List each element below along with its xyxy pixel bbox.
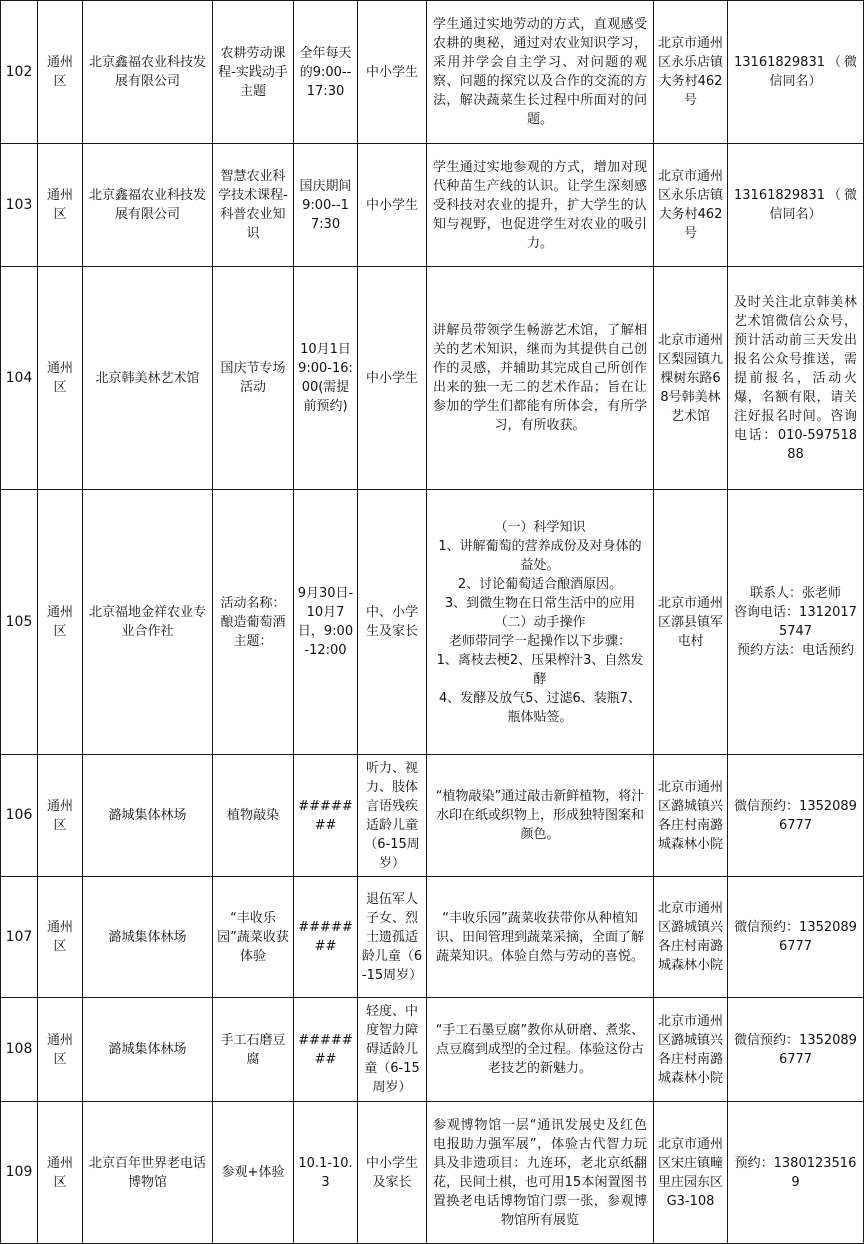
description-cell: 参观博物馆一层“通讯发展史及红色电报助力强军展”，体验古代智力玩具及非遗项目：九连环，老北京纸翻花，民间土棋，也可用15本闲置图书置换老电话博物馆门票一张，参观博物馆所有展览 <box>427 1102 654 1244</box>
district-cell: 通州区 <box>38 998 83 1102</box>
row-number: 104 <box>1 267 38 490</box>
time-cell: ####### <box>294 755 358 877</box>
contact-line: 咨询电话：13120175747 <box>734 605 857 639</box>
description-cell: 学生通过实地劳动的方式，直观感受农耕的奥秘，通过对农业知识学习，采用并学会自主学习、对问题的观察、问题的探究以及合作的交流的方法，解决蔬菜生长过程中所面对的问题。 <box>427 1 654 144</box>
description-line: （二）动手操作 <box>494 614 586 630</box>
activity-name-cell: 手工石磨豆腐 <box>213 998 294 1102</box>
row-number: 109 <box>1 1102 38 1244</box>
time-cell: 全年每天的9:00--17:30 <box>294 1 358 144</box>
table-row <box>1 490 864 755</box>
organization-cell: 北京鑫福农业科技发展有限公司 <box>83 144 213 267</box>
activity-name-cell: 国庆节专场活动 <box>213 267 294 490</box>
row-number: 107 <box>1 877 38 998</box>
description-line: 4、发酵及放气5、过滤6、装瓶7、瓶体贴签。 <box>438 690 642 725</box>
activity-name-cell: 农耕劳动课程-实践动手主题 <box>213 1 294 144</box>
contact-line: 预约方法：电话预约 <box>736 643 854 658</box>
address-cell: 北京市通州区漷县镇军屯村 <box>654 490 728 755</box>
audience-cell: 听力、视力、肢体言语残疾适龄儿童（6-15周岁） <box>358 755 427 877</box>
activity-name-cell: “丰收乐园”蔬菜收获体验 <box>213 877 294 998</box>
audience-cell: 退伍军人子女、烈士遗孤适龄儿童（6-15周岁） <box>358 877 427 998</box>
district-cell: 通州区 <box>38 1 83 144</box>
organization-cell: 北京福地金祥农业专业合作社 <box>83 490 213 755</box>
address-cell: 北京市通州区永乐店镇大务村462号 <box>654 144 728 267</box>
table-row <box>1 267 864 490</box>
description-line: 1、讲解葡萄的营养成份及对身体的益处。 <box>438 538 642 573</box>
organization-cell: 潞城集体林场 <box>83 755 213 877</box>
activity-name-cell: 参观+体验 <box>213 1102 294 1244</box>
activity-name-cell: 智慧农业科学技术课程-科普农业知识 <box>213 144 294 267</box>
address-cell: 北京市通州区梨园镇九棵树东路68号韩美林艺术馆 <box>654 267 728 490</box>
contact-cell: 13161829831（微信同名） <box>728 144 864 267</box>
description-cell: “手工石墨豆腐”教你从研磨、煮浆、点豆腐到成型的全过程。体验这份古老技艺的新魅力。 <box>427 998 654 1102</box>
time-cell: ####### <box>294 998 358 1102</box>
contact-cell: 微信预约：13520896777 <box>728 998 864 1102</box>
district-cell: 通州区 <box>38 877 83 998</box>
description-line: 老师带同学一起操作以下步骤： <box>448 633 631 649</box>
time-cell: 国庆期间9:00--17:30 <box>294 144 358 267</box>
district-cell: 通州区 <box>38 755 83 877</box>
organization-cell: 北京百年世界老电话博物馆 <box>83 1102 213 1244</box>
table-row <box>1 144 864 267</box>
description-cell: 讲解员带领学生畅游艺术馆，了解相关的艺术知识，继而为其提供自己创作的灵感，并辅助其完成自己所创作出来的独一无二的艺术作品；旨在让参加的学生们都能有所体会，有所学习，有所收获。 <box>427 267 654 490</box>
description-line: 1、离枝去梗2、压果榨汁3、自然发酵 <box>436 652 644 687</box>
description-cell: “植物敲染”通过敲击新鲜植物，将汁水印在纸或织物上，形成独特图案和颜色。 <box>427 755 654 877</box>
time-cell: ####### <box>294 877 358 998</box>
contact-line: 联系人：张老师 <box>749 586 841 601</box>
district-cell: 通州区 <box>38 144 83 267</box>
row-number: 108 <box>1 998 38 1102</box>
contact-cell: 微信预约：13520896777 <box>728 755 864 877</box>
row-number: 105 <box>1 490 38 755</box>
district-cell: 通州区 <box>38 267 83 490</box>
audience-cell: 中小学生 <box>358 144 427 267</box>
organization-cell: 潞城集体林场 <box>83 877 213 998</box>
contact-cell: 微信预约：13520896777 <box>728 877 864 998</box>
activity-name-cell: 植物敲染 <box>213 755 294 877</box>
address-cell: 北京市通州区潞城镇兴各庄村南潞城森林小院 <box>654 877 728 998</box>
contact-cell: 13161829831（微信同名） <box>728 1 864 144</box>
row-number: 103 <box>1 144 38 267</box>
district-cell: 通州区 <box>38 1102 83 1244</box>
audience-cell: 轻度、中度智力障碍适龄儿童（6-15周岁） <box>358 998 427 1102</box>
organization-cell: 北京鑫福农业科技发展有限公司 <box>83 1 213 144</box>
time-cell: 10.1-10.3 <box>294 1102 358 1244</box>
row-number: 102 <box>1 1 38 144</box>
address-cell: 北京市通州区潞城镇兴各庄村南潞城森林小院 <box>654 755 728 877</box>
contact-cell: 预约：13801235169 <box>728 1102 864 1244</box>
time-cell: 10月1日9:00-16:00(需提前预约) <box>294 267 358 490</box>
organization-cell: 北京韩美林艺术馆 <box>83 267 213 490</box>
contact-cell: 及时关注北京韩美林艺术馆微信公众号，预计活动前三天发出报名公众号推送，需提前报名，活动火爆，名额有限，请关注好报名时间。咨询电话：010-59751888 <box>728 267 864 490</box>
time-cell: 9月30日-10月7日，9:00-12:00 <box>294 490 358 755</box>
row-number: 106 <box>1 755 38 877</box>
table-row <box>1 755 864 877</box>
audience-cell: 中小学生及家长 <box>358 1102 427 1244</box>
table-row <box>1 1102 864 1244</box>
organization-cell: 潞城集体林场 <box>83 998 213 1102</box>
description-cell: 学生通过实地参观的方式，增加对现代种苗生产线的认识。让学生深刻感受科技对农业的提升，扩大学生的认知与视野，也促进学生对农业的吸引力。 <box>427 144 654 267</box>
description-cell <box>427 490 654 755</box>
table-row <box>1 877 864 998</box>
table-row <box>1 998 864 1102</box>
address-cell: 北京市通州区永乐店镇大务村462号 <box>654 1 728 144</box>
address-cell: 北京市通州区潞城镇兴各庄村南潞城森林小院 <box>654 998 728 1102</box>
contact-cell <box>728 490 864 755</box>
description-cell: “丰收乐园”蔬菜收获带你从种植知识、田间管理到蔬菜采摘，全面了解蔬菜知识。体验自然与劳动的喜悦。 <box>427 877 654 998</box>
description-line: 2、讨论葡萄适合酿酒原因。 <box>457 576 623 592</box>
table-row <box>1 1 864 144</box>
district-cell: 通州区 <box>38 490 83 755</box>
audience-cell: 中、小学生及家长 <box>358 490 427 755</box>
activity-name-cell: 活动名称：酿造葡萄酒主题： <box>213 490 294 755</box>
description-line: 3、到微生物在日常生活中的应用 <box>444 595 636 611</box>
audience-cell: 中小学生 <box>358 1 427 144</box>
description-line: （一）科学知识 <box>494 519 586 535</box>
audience-cell: 中小学生 <box>358 267 427 490</box>
address-cell: 北京市通州区宋庄镇疃里庄园东区G3-108 <box>654 1102 728 1244</box>
